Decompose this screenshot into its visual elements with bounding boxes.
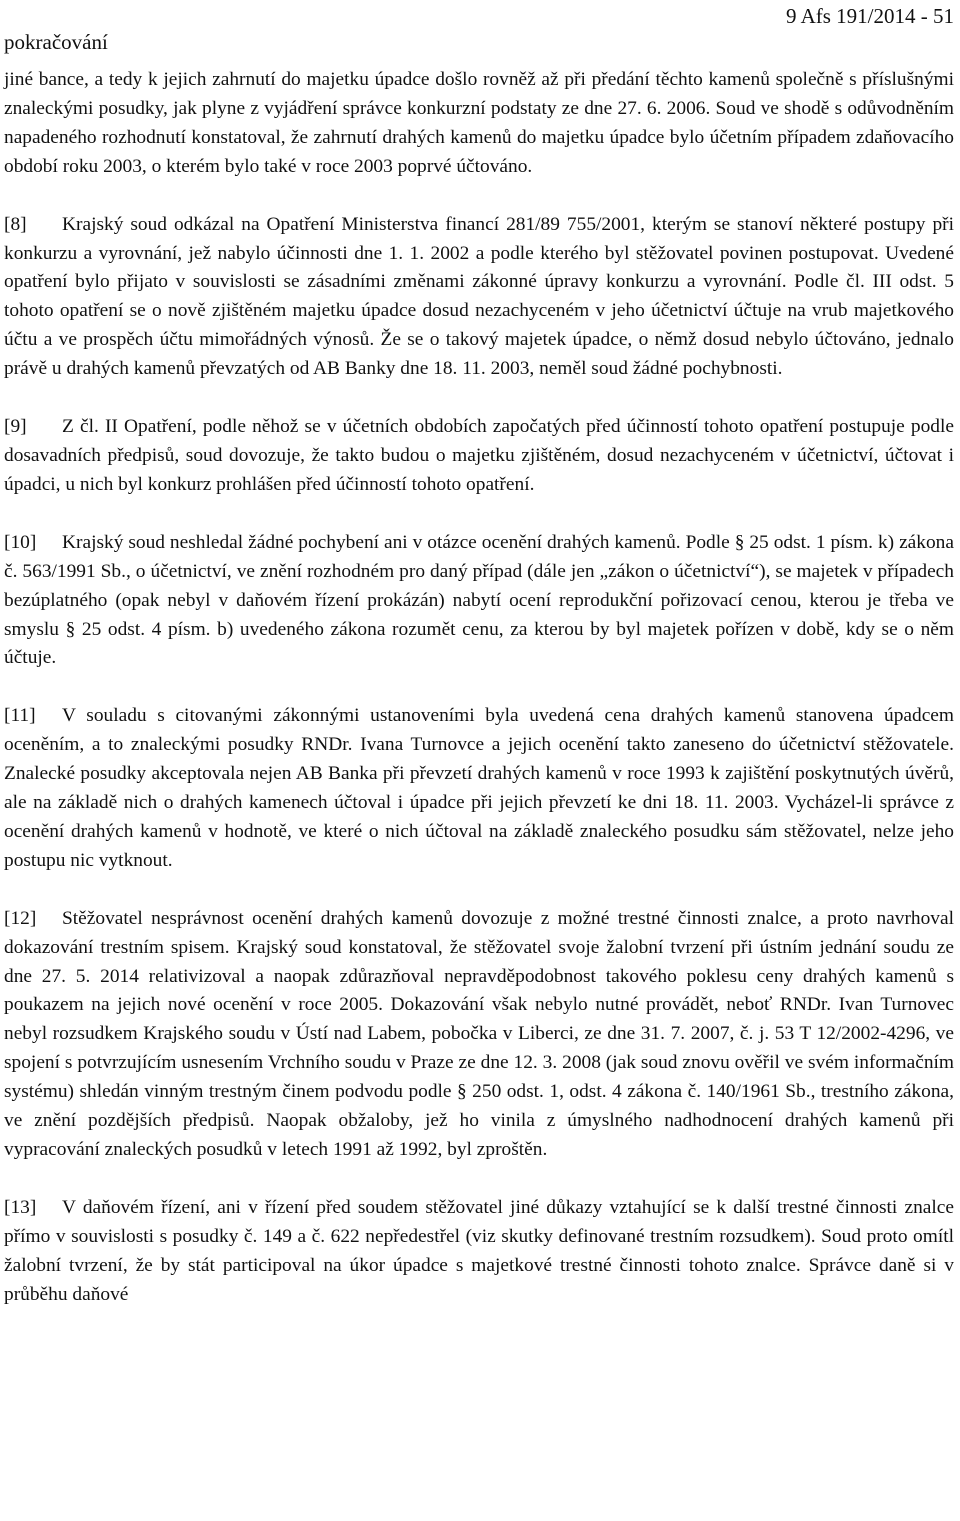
paragraph-text: Z čl. II Opatření, podle něhož se v účetních obdobích započatých před účinností tohoto opatření postupuje podle dosavadních předpisů, soud dovozuje, že takto budou o majetku zjištěném, dosud nezachyceném v účetnictví, účtovat i úpadci, u nich byl konkurz prohlášen před účinností tohoto opatření. [4,416,954,495]
continuation-label: pokračování [4,30,108,54]
paragraph-text: Krajský soud odkázal na Opatření Ministerstva financí 281/89 755/2001, kterým se stanoví některé postupy při konkurzu a vyrovnání, jež nabylo účinnosti dne 1. 1. 2002 a podle kterého byl stěžovatel povinen postupovat. Uvedené opatření bylo přijato v souvislosti se zásadními změnami zákonné úpravy konkurzu a vyrovnání. Podle čl. III odst. 5 tohoto opatření se o nově zjištěném majetku úpadce dosud nezachyceném v jeho účetnictví účtuje na vrub majetkového účtu a ve prospěch účtu mimořádných výnosů. Že se o takový majetek úpadce, o němž dosud nebylo účtováno, jednalo právě u drahých kamenů převzatých od AB Banky dne 18. 11. 2003, neměl soud žádné pochybnosti. [4,213,954,380]
paragraph-number: [11] [4,705,36,727]
paragraph-text: Krajský soud neshledal žádné pochybení ani v otázce ocenění drahých kamenů. Podle § 25 odst. 1 písm. k) zákona č. 563/1991 Sb., o účetnictví, ve znění rozhodném pro daný případ (dále jen „zákon o účetnictví“), se majetek v případech bezúplatného (opak nebyl v daňovém řízení prokázán) nabytí ocení reprodukční pořizovací cenou, kterou je třeba ve smyslu § 25 odst. 4 písm. b) uvedeného zákona rozumět cenu, za kterou by byl majetek pořízen v době, kdy se o něm účtuje. [4,531,954,669]
paragraph-number: [12] [4,907,37,929]
paragraph-8 [4,211,954,384]
paragraph-text: Stěžovatel nesprávnost ocenění drahých kamenů dovozuje z možné trestné činnosti znalce, a proto navrhoval dokazování trestním spisem. Krajský soud konstatoval, že stěžovatel svoje žalobní tvrzení při ústním jednání soudu ze dne 27. 5. 2014 relativizoval a naopak zdůrazňoval nepravděpodobnost takového poklesu ceny drahých kamenů s poukazem na jejich nové ocenění v roce 2005. Dokazování však nebylo nutné provádět, neboť RNDr. Ivan Turnovec nebyl rozsudkem Krajského soudu v Ústí nad Labem, pobočka v Liberci, ze dne 31. 7. 2007, č. j. 53 T 12/2002-4296, ve spojení s potvrzujícím usnesením Vrchního soudu v Praze ze dne 12. 3. 2008 (jak soud znovu ověřil ve svém informačním systému) shledán vinným trestným činem podvodu podle § 250 odst. 1, odst. 4 zákona č. 140/1961 Sb., trestního zákona, ve znění pozdějších předpisů. Naopak obžaloby, jež ho vinila z úmyslného nadhodnocení drahých kamenů při vypracování znaleckých posudků v letech 1991 až 1992, byl zproštěn. [4,907,954,1160]
paragraph-continued [4,66,954,182]
paragraph-text: V daňovém řízení, ani v řízení před soudem stěžovatel jiné důkazy vztahující se k další trestné činnosti znalce přímo v souvislosti s posudky č. 149 a č. 622 nepředestřel (viz skutky definované trestním rozsudkem). Soud proto omítl žalobní tvrzení, že by stát participoval na úkor úpadce s majetkové trestné činnosti tohoto znalce. Správce daně si v průběhu daňové [4,1196,954,1305]
paragraph-9 [4,413,954,500]
paragraph-number: [9] [4,416,27,438]
page-header [4,0,954,66]
paragraph-10 [4,529,954,674]
paragraph-number: [13] [4,1196,37,1218]
paragraph-number: [8] [4,213,27,235]
paragraph-number: [10] [4,531,37,553]
paragraph-text: jiné bance, a tedy k jejich zahrnutí do majetku úpadce došlo rovněž až při předání těchto kamenů společně s příslušnými znaleckými posudky, jak plyne z vyjádření správce konkurzní podstaty ze dne 27. 6. 2006. Soud ve shodě s odůvodněním napadeného rozhodnutí konstatoval, že zahrnutí drahých kamenů do majetku úpadce bylo účetním případem zdaňovacího období roku 2003, o kterém bylo také v roce 2003 poprvé účtováno. [4,69,954,177]
paragraph-text: V souladu s citovanými zákonnými ustanoveními byla uvedená cena drahých kamenů stanovena úpadcem oceněním, a to znaleckými posudky RNDr. Ivana Turnovce a jejich ocenění takto zaneseno do účetnictví stěžovatele. Znalecké posudky akceptovala nejen AB Banka při převzetí drahých kamenů v roce 1993 k zajištění poskytnutých úvěrů, ale na základě nich o drahých kamenech účtoval i úpadce při jejich převzetí ke dni 18. 11. 2003. Vycházel-li správce z ocenění drahých kamenů v hodnotě, ve které o nich účtoval na základě znaleckého posudku sám stěžovatel, nelze jeho postupu nic vytknout. [4,705,954,871]
paragraph-11 [4,702,954,875]
paragraph-12 [4,905,954,1165]
case-number: 9 Afs 191/2014 - 51 [786,4,954,28]
paragraph-13 [4,1194,954,1310]
